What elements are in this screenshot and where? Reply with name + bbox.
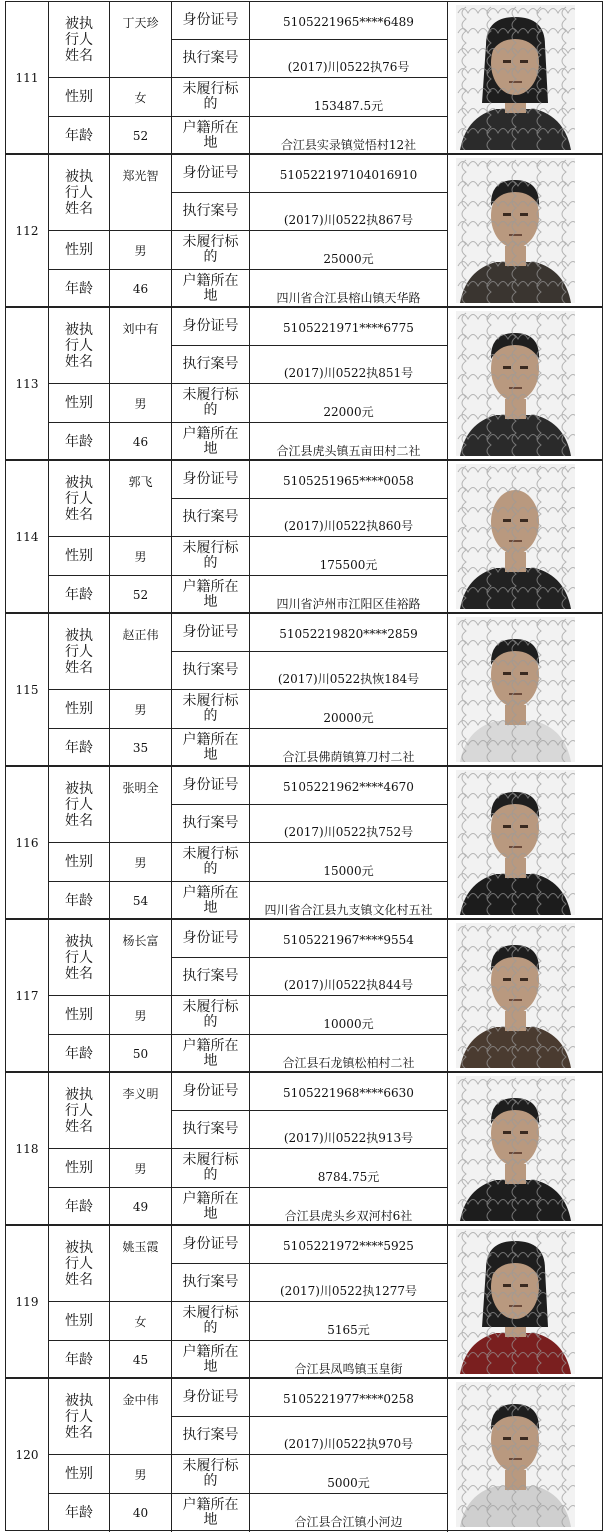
debtor-record [5, 460, 603, 613]
case-number: (2017)川0522执844号 [250, 958, 448, 996]
case-number: (2017)川0522执970号 [250, 1417, 448, 1455]
age-label: 年龄 [49, 1494, 110, 1532]
portrait-photo-icon [456, 770, 575, 915]
record-number: 119 [6, 1226, 49, 1377]
unfulfilled-amount-label: 未履行标 的 [172, 1455, 250, 1494]
household-label: 户籍所在 地 [172, 1035, 250, 1073]
debtor-name: 张明全 [110, 767, 172, 843]
debtor-age: 46 [110, 270, 172, 308]
household-address: 四川省合江县九支镇文化村五社 [250, 882, 448, 920]
gender-label: 性别 [49, 843, 110, 882]
debtor-photo [448, 1226, 604, 1377]
gender-label: 性别 [49, 537, 110, 576]
unfulfilled-amount: 153487.5元 [250, 78, 448, 117]
debtor-age: 45 [110, 1341, 172, 1379]
id-card-label: 身份证号 [172, 614, 250, 652]
record-number: 117 [6, 920, 49, 1071]
unfulfilled-amount: 22000元 [250, 384, 448, 423]
unfulfilled-amount: 25000元 [250, 231, 448, 270]
portrait-photo-icon [456, 1382, 575, 1527]
household-label: 户籍所在 地 [172, 1188, 250, 1226]
id-card-label: 身份证号 [172, 1379, 250, 1417]
name-label: 被执 行人 姓名 [49, 461, 110, 537]
debtor-record [5, 307, 603, 460]
case-number-label: 执行案号 [172, 1417, 250, 1455]
debtor-name: 李义明 [110, 1073, 172, 1149]
household-label: 户籍所在 地 [172, 882, 250, 920]
household-address: 合江县虎头镇五亩田村二社 [250, 423, 448, 461]
gender-label: 性别 [49, 690, 110, 729]
unfulfilled-amount-label: 未履行标 的 [172, 231, 250, 270]
unfulfilled-amount: 175500元 [250, 537, 448, 576]
portrait-photo-icon [456, 617, 575, 762]
case-number-label: 执行案号 [172, 40, 250, 78]
id-card-label: 身份证号 [172, 155, 250, 193]
debtor-record [5, 613, 603, 766]
debtor-gender: 男 [110, 690, 172, 729]
case-number-label: 执行案号 [172, 652, 250, 690]
household-label: 户籍所在 地 [172, 423, 250, 461]
unfulfilled-amount: 5165元 [250, 1302, 448, 1341]
age-label: 年龄 [49, 423, 110, 461]
household-address: 合江县虎头乡双河村6社 [250, 1188, 448, 1226]
gender-label: 性别 [49, 384, 110, 423]
household-address: 合江县佛荫镇算刀村二社 [250, 729, 448, 767]
case-number-label: 执行案号 [172, 805, 250, 843]
portrait-photo-icon [456, 1229, 575, 1374]
case-number-label: 执行案号 [172, 958, 250, 996]
portrait-photo-icon [456, 923, 575, 1068]
portrait-photo-icon [456, 158, 575, 303]
id-card-label: 身份证号 [172, 461, 250, 499]
record-number: 120 [6, 1379, 49, 1530]
debtor-photo [448, 1073, 604, 1224]
case-number-label: 执行案号 [172, 346, 250, 384]
household-address: 四川省合江县榕山镇天华路 [250, 270, 448, 308]
name-label: 被执 行人 姓名 [49, 155, 110, 231]
case-number: (2017)川0522执851号 [250, 346, 448, 384]
unfulfilled-amount: 20000元 [250, 690, 448, 729]
gender-label: 性别 [49, 1149, 110, 1188]
age-label: 年龄 [49, 1341, 110, 1379]
record-number: 113 [6, 308, 49, 459]
name-label: 被执 行人 姓名 [49, 308, 110, 384]
unfulfilled-amount-label: 未履行标 的 [172, 690, 250, 729]
age-label: 年龄 [49, 1188, 110, 1226]
id-card-label: 身份证号 [172, 308, 250, 346]
unfulfilled-amount-label: 未履行标 的 [172, 843, 250, 882]
debtor-photo [448, 155, 604, 306]
id-card-number: 5105221967****9554 [250, 920, 448, 958]
debtor-age: 54 [110, 882, 172, 920]
age-label: 年龄 [49, 117, 110, 155]
debtor-gender: 男 [110, 843, 172, 882]
debtor-name: 丁天珍 [110, 2, 172, 78]
record-number: 112 [6, 155, 49, 306]
debtor-gender: 男 [110, 537, 172, 576]
unfulfilled-amount: 10000元 [250, 996, 448, 1035]
case-number-label: 执行案号 [172, 1111, 250, 1149]
debtor-age: 50 [110, 1035, 172, 1073]
unfulfilled-amount-label: 未履行标 的 [172, 537, 250, 576]
record-number: 114 [6, 461, 49, 612]
debtor-name: 刘中有 [110, 308, 172, 384]
case-number-label: 执行案号 [172, 499, 250, 537]
unfulfilled-amount-label: 未履行标 的 [172, 996, 250, 1035]
debtor-photo [448, 2, 604, 153]
household-address: 合江县合江镇小河边 [250, 1494, 448, 1532]
debtor-photo [448, 767, 604, 918]
unfulfilled-amount: 5000元 [250, 1455, 448, 1494]
household-label: 户籍所在 地 [172, 270, 250, 308]
unfulfilled-amount-label: 未履行标 的 [172, 78, 250, 117]
debtor-record [5, 1378, 603, 1531]
id-card-label: 身份证号 [172, 2, 250, 40]
debtor-gender: 男 [110, 1149, 172, 1188]
gender-label: 性别 [49, 996, 110, 1035]
id-card-number: 5105251965****0058 [250, 461, 448, 499]
portrait-photo-icon [456, 464, 575, 609]
household-label: 户籍所在 地 [172, 1494, 250, 1532]
household-label: 户籍所在 地 [172, 1341, 250, 1379]
id-card-number: 510522197104016910 [250, 155, 448, 193]
id-card-number: 5105221962****4670 [250, 767, 448, 805]
case-number: (2017)川0522执913号 [250, 1111, 448, 1149]
id-card-label: 身份证号 [172, 767, 250, 805]
id-card-number: 51052219820****2859 [250, 614, 448, 652]
record-number: 116 [6, 767, 49, 918]
debtor-record [5, 766, 603, 919]
debtor-record [5, 1225, 603, 1378]
id-card-number: 5105221977****0258 [250, 1379, 448, 1417]
portrait-photo-icon [456, 1076, 575, 1221]
debtor-photo [448, 920, 604, 1071]
case-number: (2017)川0522执860号 [250, 499, 448, 537]
debtor-record [5, 154, 603, 307]
debtor-photo [448, 1379, 604, 1530]
debtor-gender: 女 [110, 1302, 172, 1341]
record-number: 115 [6, 614, 49, 765]
portrait-photo-icon [456, 5, 575, 150]
debtor-age: 52 [110, 576, 172, 614]
debtor-age: 49 [110, 1188, 172, 1226]
case-number-label: 执行案号 [172, 1264, 250, 1302]
gender-label: 性别 [49, 1455, 110, 1494]
id-card-number: 5105221971****6775 [250, 308, 448, 346]
portrait-photo-icon [456, 311, 575, 456]
debtor-record [5, 919, 603, 1072]
name-label: 被执 行人 姓名 [49, 1073, 110, 1149]
name-label: 被执 行人 姓名 [49, 920, 110, 996]
debtor-age: 46 [110, 423, 172, 461]
household-address: 合江县实录镇觉悟村12社 [250, 117, 448, 155]
debtor-gender: 男 [110, 384, 172, 423]
debtor-photo [448, 614, 604, 765]
case-number-label: 执行案号 [172, 193, 250, 231]
debtor-photo [448, 308, 604, 459]
age-label: 年龄 [49, 576, 110, 614]
record-number: 111 [6, 2, 49, 153]
case-number: (2017)川0522执1277号 [250, 1264, 448, 1302]
debtor-photo [448, 461, 604, 612]
debtor-age: 35 [110, 729, 172, 767]
record-number: 118 [6, 1073, 49, 1224]
unfulfilled-amount-label: 未履行标 的 [172, 384, 250, 423]
gender-label: 性别 [49, 78, 110, 117]
name-label: 被执 行人 姓名 [49, 2, 110, 78]
debtor-name: 姚玉霞 [110, 1226, 172, 1302]
debtor-gender: 男 [110, 231, 172, 270]
household-label: 户籍所在 地 [172, 729, 250, 767]
unfulfilled-amount-label: 未履行标 的 [172, 1302, 250, 1341]
household-address: 合江县凤鸣镇玉皇街 [250, 1341, 448, 1379]
debtor-age: 52 [110, 117, 172, 155]
name-label: 被执 行人 姓名 [49, 614, 110, 690]
debtor-gender: 男 [110, 1455, 172, 1494]
age-label: 年龄 [49, 729, 110, 767]
gender-label: 性别 [49, 1302, 110, 1341]
case-number: (2017)川0522执867号 [250, 193, 448, 231]
id-card-label: 身份证号 [172, 1073, 250, 1111]
age-label: 年龄 [49, 1035, 110, 1073]
debtor-gender: 男 [110, 996, 172, 1035]
debtor-gender: 女 [110, 78, 172, 117]
age-label: 年龄 [49, 882, 110, 920]
debtor-name: 赵正伟 [110, 614, 172, 690]
name-label: 被执 行人 姓名 [49, 1379, 110, 1455]
debtor-record [5, 1, 603, 154]
unfulfilled-amount: 15000元 [250, 843, 448, 882]
debtor-name: 郑光智 [110, 155, 172, 231]
id-card-label: 身份证号 [172, 1226, 250, 1264]
debtor-age: 40 [110, 1494, 172, 1532]
debtor-name: 郭飞 [110, 461, 172, 537]
unfulfilled-amount: 8784.75元 [250, 1149, 448, 1188]
case-number: (2017)川0522执76号 [250, 40, 448, 78]
id-card-number: 5105221972****5925 [250, 1226, 448, 1264]
debtor-name: 杨长富 [110, 920, 172, 996]
debtor-record [5, 1072, 603, 1225]
id-card-number: 5105221965****6489 [250, 2, 448, 40]
household-label: 户籍所在 地 [172, 117, 250, 155]
name-label: 被执 行人 姓名 [49, 767, 110, 843]
case-number: (2017)川0522执恢184号 [250, 652, 448, 690]
household-address: 合江县石龙镇松柏村二社 [250, 1035, 448, 1073]
name-label: 被执 行人 姓名 [49, 1226, 110, 1302]
id-card-label: 身份证号 [172, 920, 250, 958]
household-label: 户籍所在 地 [172, 576, 250, 614]
case-number: (2017)川0522执752号 [250, 805, 448, 843]
household-address: 四川省泸州市江阳区佳裕路 [250, 576, 448, 614]
age-label: 年龄 [49, 270, 110, 308]
gender-label: 性别 [49, 231, 110, 270]
debtor-name: 金中伟 [110, 1379, 172, 1455]
unfulfilled-amount-label: 未履行标 的 [172, 1149, 250, 1188]
id-card-number: 5105221968****6630 [250, 1073, 448, 1111]
